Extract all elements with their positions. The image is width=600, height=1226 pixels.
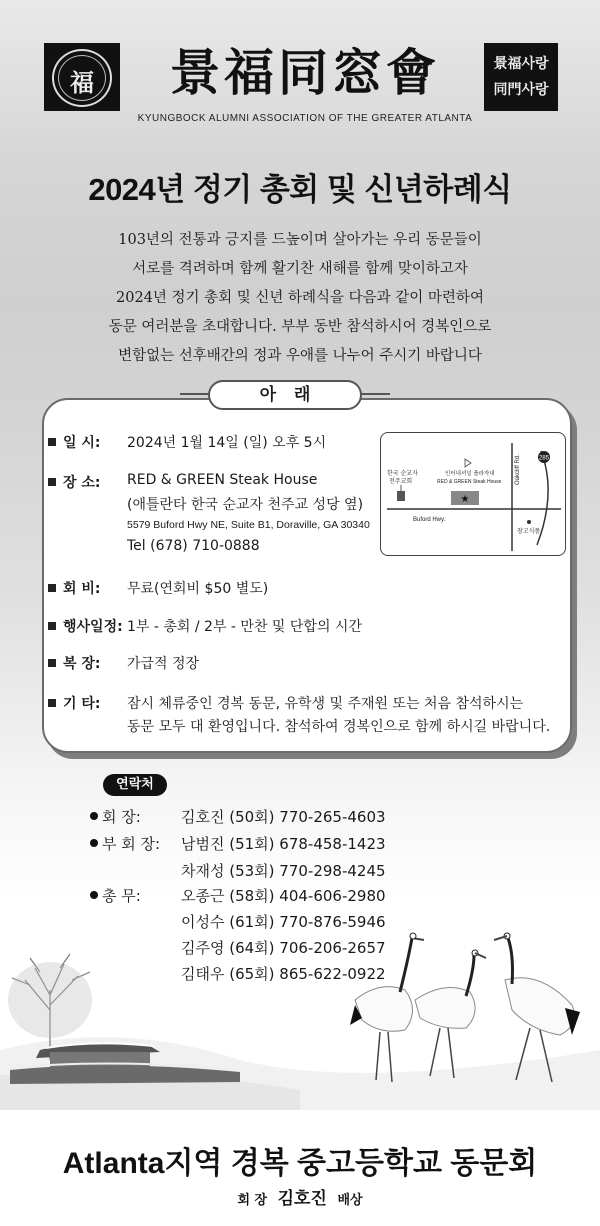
chair-name: 김호진 — [277, 1189, 327, 1209]
bullet-dot-icon — [90, 891, 98, 899]
etc-label: 기 타: — [63, 696, 101, 712]
intro-line: 103년의 전통과 긍지를 드높이며 살아가는 우리 동문들이 — [118, 232, 482, 248]
contact-name-phone: 김호진 (50회) 770-265-4603 — [181, 808, 386, 826]
place-note: (애틀란타 한국 순교자 천주교 성당 옆) — [127, 497, 364, 513]
closing-word: 배상 — [337, 1193, 363, 1208]
oakcliff-label: Oakcliff Rd. — [515, 454, 521, 485]
store-label: 창고식품 — [517, 528, 541, 535]
place-name: RED & GREEN Steak House — [127, 472, 318, 488]
place-address: 5579 Buford Hwy NE, Suite B1, Doraville, GA 30340 — [127, 519, 370, 531]
contact-name-phone: 김주영 (64회) 706-206-2657 — [181, 939, 386, 957]
church-icon — [397, 491, 405, 501]
motto-line-2: 同門사랑 — [493, 82, 549, 98]
contact-name-phone: 이성수 (61회) 770-876-5946 — [181, 913, 386, 931]
crane-icon — [415, 950, 486, 1078]
pin-icon — [465, 459, 471, 467]
store-dot-icon — [527, 520, 531, 524]
intro-line: 2024년 정기 총회 및 신년 하례식을 다음과 같이 마련하여 — [116, 290, 484, 306]
chair-label: 회 장 — [237, 1193, 268, 1208]
church-label-1: 한국 순교자 — [387, 470, 418, 477]
schedule-label: 행사일정: — [63, 619, 123, 635]
contact-name-phone: 차재성 (53회) 770-298-4245 — [181, 862, 386, 880]
highway-badge-number: 285 — [538, 455, 550, 462]
venue-label-2: RED & GREEN Steak House — [437, 479, 502, 485]
buford-label: Buford Hwy. — [413, 517, 446, 523]
motto-line-1: 景福사랑 — [493, 56, 549, 72]
church-label-2: 천주교회 — [389, 478, 413, 485]
fee-label: 회 비: — [63, 581, 101, 597]
date-value: 2024년 1월 14일 (일) 오후 5시 — [127, 435, 327, 451]
schedule-value: 1부 - 총회 / 2부 - 만찬 및 단합의 시간 — [127, 619, 362, 635]
bullet-square-icon — [48, 622, 56, 630]
contact-role: 부 회 장: — [102, 835, 161, 853]
intro-line: 변함없는 선후배간의 정과 우애를 나누어 주시기 바랍니다 — [118, 348, 482, 364]
intro-line: 동문 여러분을 초대합니다. 부부 동반 참석하시어 경복인으로 — [108, 319, 492, 335]
venue-label-1: 인터내셔널 플라자내 — [445, 471, 495, 477]
contact-heading-tab: 연락처 — [103, 774, 167, 796]
contact-role: 총 무: — [102, 887, 141, 905]
crane-icon — [350, 933, 424, 1082]
emblem-glyph: 福 — [70, 68, 94, 97]
footer-signature — [0, 1184, 600, 1209]
fee-value: 무료(연회비 $50 별도) — [127, 581, 269, 597]
contact-name-phone: 오종근 (58회) 404-606-2980 — [181, 887, 386, 905]
bullet-square-icon — [48, 584, 56, 592]
venue-star-icon: ★ — [460, 494, 470, 505]
etc-line-2: 동문 모두 대 환영입니다. 참석하여 경복인으로 함께 하시길 바랍니다. — [127, 719, 551, 735]
intro-line: 서로를 격려하며 함께 활기찬 새해를 함께 맞이하고자 — [132, 261, 468, 277]
association-hanja-title: 景福同窓會 — [170, 43, 440, 102]
place-telephone: Tel (678) 710-0888 — [127, 538, 260, 554]
date-label: 일 시: — [63, 435, 101, 451]
etc-line-1: 잠시 체류중인 경복 동문, 유학생 및 주재원 또는 처음 참석하시는 — [127, 696, 524, 712]
place-label: 장 소: — [63, 475, 101, 491]
dress-value: 가급적 정장 — [127, 656, 200, 672]
contact-name-phone: 김태우 (65회) 865-622-0922 — [181, 965, 386, 983]
venue-location-map — [380, 432, 566, 556]
winter-crane-illustration — [0, 900, 600, 1110]
alumni-emblem-logo — [44, 43, 120, 111]
contact-name-phone: 남범진 (51회) 678-458-1423 — [181, 835, 386, 853]
dress-label: 복 장: — [63, 656, 101, 672]
bullet-square-icon — [48, 659, 56, 667]
bullet-dot-icon — [90, 839, 98, 847]
map-drawing — [381, 433, 566, 556]
motto-seal-logo — [484, 43, 558, 111]
footer-organization-title: Atlanta지역 경복 중고등학교 동문회 — [62, 1147, 538, 1180]
association-english-name: KYUNGBOCK ALUMNI ASSOCIATION OF THE GREATER ATLANTA — [137, 113, 473, 124]
bullet-dot-icon — [90, 812, 98, 820]
bullet-square-icon — [48, 438, 56, 446]
bullet-square-icon — [48, 699, 56, 707]
details-heading-tab: 아래 — [208, 380, 362, 410]
bullet-square-icon — [48, 478, 56, 486]
contact-role: 회 장: — [102, 808, 141, 826]
event-title: 2024년 정기 총회 및 신년하례식 — [88, 172, 512, 207]
invitation-text — [40, 226, 560, 371]
